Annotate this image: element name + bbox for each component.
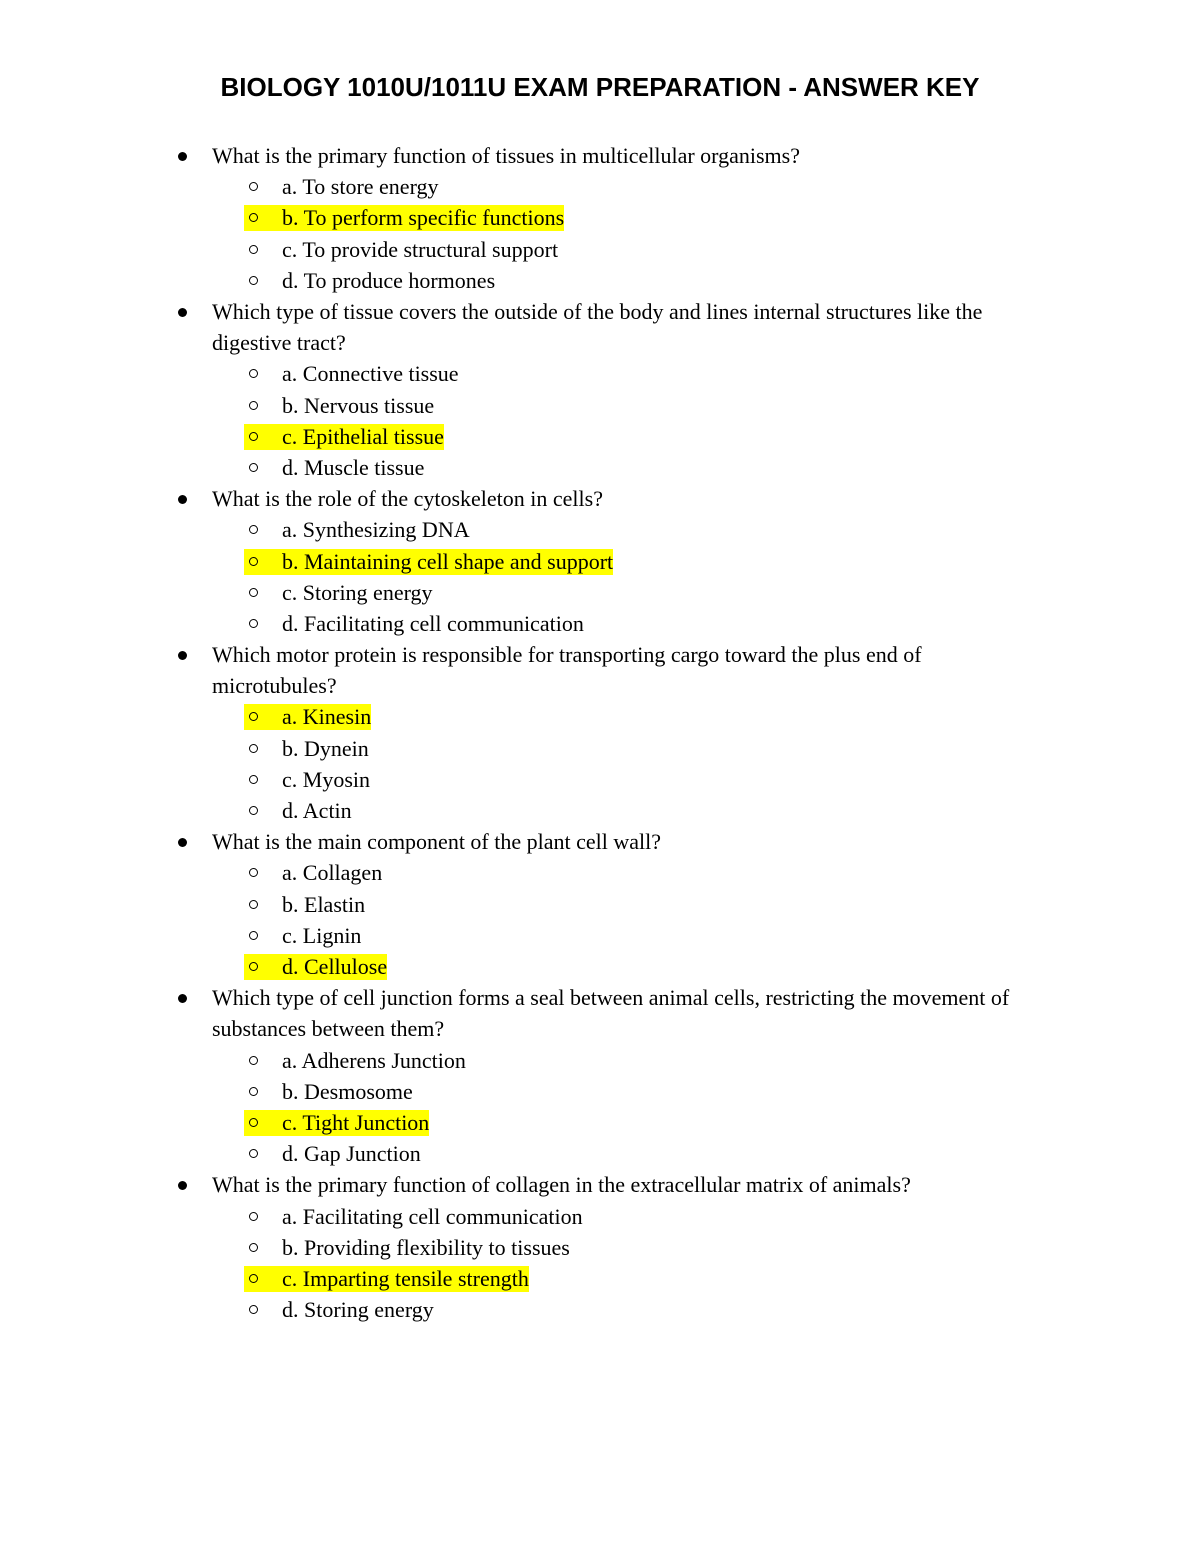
hollow-circle-bullet-icon <box>249 1274 258 1283</box>
option-list <box>212 1045 1050 1170</box>
question-item <box>0 1169 1200 1325</box>
hollow-circle-bullet-icon <box>249 1243 258 1252</box>
question-list <box>0 140 1200 1325</box>
answer-option <box>0 577 1050 608</box>
hollow-circle-bullet-icon <box>249 245 258 254</box>
bullet-icon <box>178 994 187 1003</box>
option-list <box>212 514 1050 639</box>
option-text: d. Muscle tissue <box>282 454 425 480</box>
answer-option <box>0 265 1050 296</box>
option-text: c. Epithelial tissue <box>282 423 444 449</box>
answer-option <box>0 889 1050 920</box>
answer-option <box>0 358 1050 389</box>
answer-option <box>0 1138 1050 1169</box>
option-text: c. Myosin <box>282 766 370 792</box>
bullet-icon <box>178 152 187 161</box>
hollow-circle-bullet-icon <box>249 900 258 909</box>
option-list <box>212 857 1050 982</box>
hollow-circle-bullet-icon <box>249 806 258 815</box>
option-list <box>212 701 1050 826</box>
answer-option <box>0 1232 1050 1263</box>
correct-answer-option <box>0 546 1050 577</box>
answer-option <box>0 514 1050 545</box>
correct-answer-option <box>0 1263 1050 1294</box>
option-text: b. Providing flexibility to tissues <box>282 1234 570 1260</box>
answer-option <box>0 857 1050 888</box>
option-text: d. Gap Junction <box>282 1141 421 1167</box>
correct-answer-option <box>0 1107 1050 1138</box>
question-text: What is the role of the cytoskeleton in cells? <box>212 486 603 512</box>
hollow-circle-bullet-icon <box>249 1149 258 1158</box>
hollow-circle-bullet-icon <box>249 588 258 597</box>
option-text: c. Tight Junction <box>282 1109 430 1135</box>
hollow-circle-bullet-icon <box>249 1087 258 1096</box>
correct-answer-option <box>0 202 1050 233</box>
option-text: a. Kinesin <box>282 704 372 730</box>
answer-option <box>0 452 1050 483</box>
hollow-circle-bullet-icon <box>249 868 258 877</box>
bullet-icon <box>178 1181 187 1190</box>
hollow-circle-bullet-icon <box>249 369 258 378</box>
hollow-circle-bullet-icon <box>249 463 258 472</box>
answer-option <box>0 171 1050 202</box>
option-text: c. Storing energy <box>282 579 433 605</box>
question-text: What is the main component of the plant cell wall? <box>212 829 662 855</box>
hollow-circle-bullet-icon <box>249 432 258 441</box>
answer-option <box>0 1076 1050 1107</box>
option-text: c. Lignin <box>282 922 362 948</box>
option-text: d. To produce hormones <box>282 267 496 293</box>
answer-option <box>0 1045 1050 1076</box>
option-text: b. Desmosome <box>282 1078 413 1104</box>
question-item <box>0 483 1200 639</box>
option-text: b. Elastin <box>282 891 366 917</box>
hollow-circle-bullet-icon <box>249 525 258 534</box>
bullet-icon <box>178 838 187 847</box>
question-item <box>0 639 1200 826</box>
hollow-circle-bullet-icon <box>249 557 258 566</box>
option-text: d. Facilitating cell communication <box>282 610 584 636</box>
question-item <box>0 826 1200 982</box>
option-list <box>212 1201 1050 1326</box>
option-text: b. To perform specific functions <box>282 205 565 231</box>
option-text: b. Nervous tissue <box>282 392 435 418</box>
answer-option <box>0 920 1050 951</box>
document-title: BIOLOGY 1010U/1011U EXAM PREPARATION - ANSWER KEY <box>220 72 980 102</box>
answer-option <box>0 608 1050 639</box>
option-text: c. To provide structural support <box>282 236 559 262</box>
bullet-icon <box>178 495 187 504</box>
question-text: What is the primary function of collagen in the extracellular matrix of animals? <box>212 1172 911 1198</box>
option-text: d. Storing energy <box>282 1297 434 1323</box>
option-text: b. Dynein <box>282 735 369 761</box>
option-text: a. To store energy <box>282 174 439 200</box>
hollow-circle-bullet-icon <box>249 401 258 410</box>
option-list <box>212 171 1050 296</box>
bullet-icon <box>178 651 187 660</box>
question-text: What is the primary function of tissues in multicellular organisms? <box>212 143 800 168</box>
answer-option <box>0 795 1050 826</box>
hollow-circle-bullet-icon <box>249 962 258 971</box>
question-item <box>0 982 1200 1169</box>
option-text: a. Facilitating cell communication <box>282 1203 583 1229</box>
option-text: d. Cellulose <box>282 953 388 979</box>
bullet-icon <box>178 308 187 317</box>
hollow-circle-bullet-icon <box>249 1056 258 1065</box>
answer-option <box>0 1201 1050 1232</box>
hollow-circle-bullet-icon <box>249 775 258 784</box>
option-text: a. Collagen <box>282 860 383 886</box>
correct-answer-option <box>0 701 1050 732</box>
hollow-circle-bullet-icon <box>249 182 258 191</box>
answer-option <box>0 390 1050 421</box>
question-text: Which motor protein is responsible for transporting cargo toward the plus end of microtubules? <box>212 642 922 699</box>
option-text: a. Connective tissue <box>282 361 459 387</box>
answer-option <box>0 733 1050 764</box>
option-text: a. Adherens Junction <box>282 1047 466 1073</box>
question-text: Which type of tissue covers the outside of the body and lines internal structures like the digestive tract? <box>212 298 983 356</box>
option-text: a. Synthesizing DNA <box>282 517 470 543</box>
hollow-circle-bullet-icon <box>249 744 258 753</box>
hollow-circle-bullet-icon <box>249 931 258 940</box>
hollow-circle-bullet-icon <box>249 619 258 628</box>
hollow-circle-bullet-icon <box>249 1212 258 1221</box>
question-item <box>0 140 1200 296</box>
answer-option <box>0 1294 1050 1325</box>
option-list <box>212 358 1050 483</box>
hollow-circle-bullet-icon <box>249 276 258 285</box>
option-text: b. Maintaining cell shape and support <box>282 548 614 574</box>
correct-answer-option <box>0 421 1050 452</box>
question-item <box>0 296 1200 483</box>
question-text: Which type of cell junction forms a seal between animal cells, restricting the movement of substances between them? <box>212 985 1010 1042</box>
answer-option <box>0 234 1050 265</box>
correct-answer-option <box>0 951 1050 982</box>
answer-option <box>0 764 1050 795</box>
hollow-circle-bullet-icon <box>249 1305 258 1314</box>
option-text: c. Imparting tensile strength <box>282 1265 529 1291</box>
hollow-circle-bullet-icon <box>249 1118 258 1127</box>
option-text: d. Actin <box>282 798 352 824</box>
